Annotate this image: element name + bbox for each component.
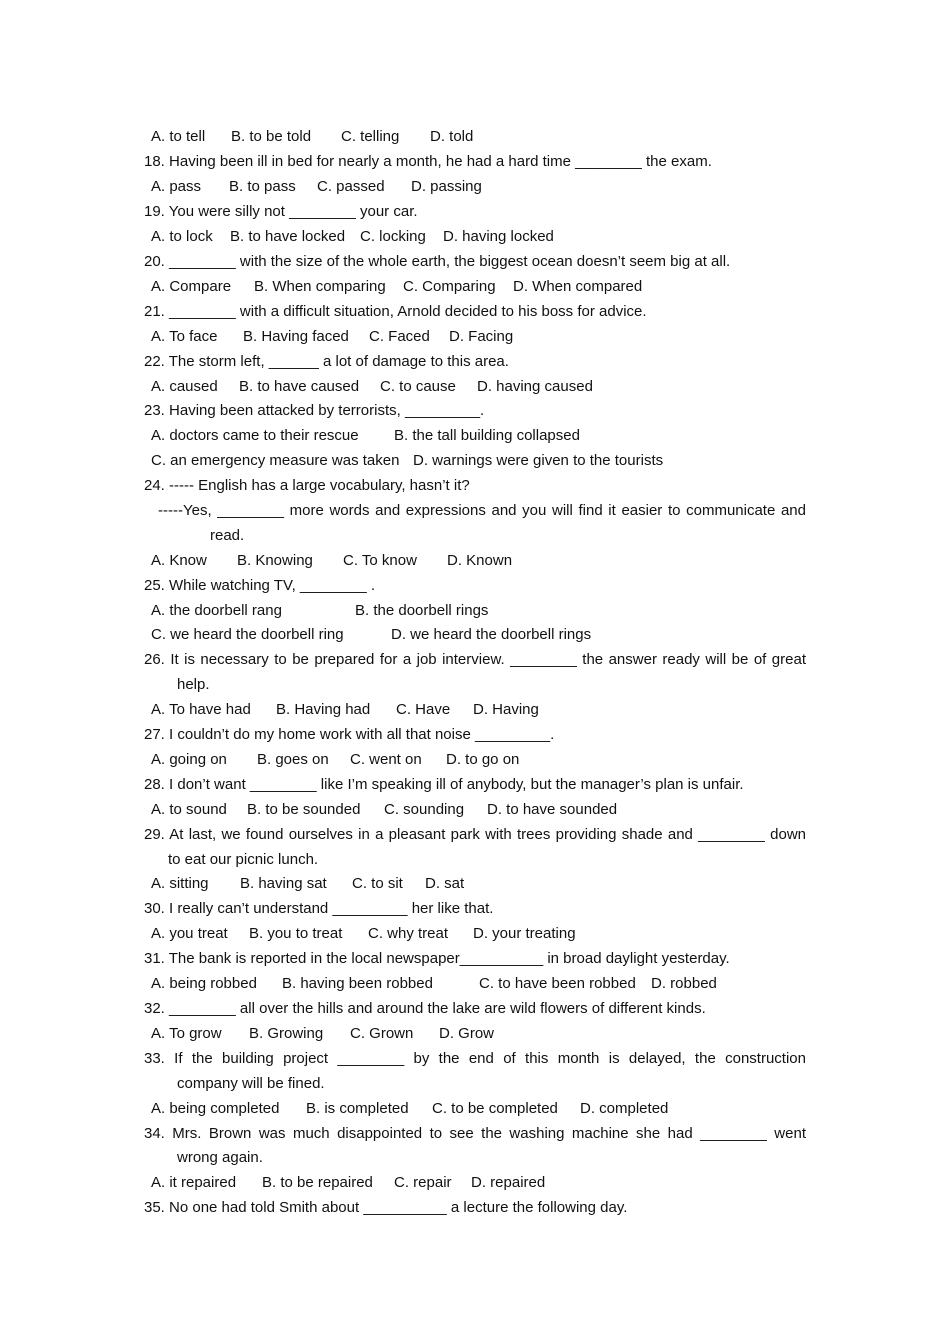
question-33: 33. If the building project ________ by the end of this month is delayed, the construction (144, 1050, 806, 1067)
option-d: D. When compared (513, 278, 643, 295)
question-34-continuation: wrong again. (177, 1149, 263, 1166)
options-21 (151, 324, 806, 349)
options-31 (151, 971, 806, 996)
question-32: 32. ________ all over the hills and around the lake are wild flowers of different kinds. (144, 1000, 706, 1017)
option-b: B. you to treat (249, 925, 343, 942)
option-b: B. the doorbell rings (355, 602, 489, 619)
option-a: A. you treat (151, 925, 228, 942)
options-33 (151, 1096, 806, 1121)
options-17 (151, 124, 806, 149)
question-26-continuation: help. (177, 676, 210, 693)
option-a: A. To grow (151, 1025, 222, 1042)
question-24-continuation: read. (210, 527, 245, 544)
options-20 (151, 274, 806, 299)
option-d: D. your treating (473, 925, 576, 942)
question-29: 29. At last, we found ourselves in a pleasant park with trees providing shade and ________ down (144, 826, 806, 843)
option-a: A. To have had (151, 701, 251, 718)
option-c: C. Faced (369, 328, 430, 345)
option-c: C. went on (350, 751, 422, 768)
option-d: D. robbed (651, 975, 717, 992)
option-c: C. locking (360, 228, 426, 245)
option-d: D. warnings were given to the tourists (413, 452, 664, 469)
option-c: C. why treat (368, 925, 449, 942)
option-b: B. When comparing (254, 278, 386, 295)
question-26: 26. It is necessary to be prepared for a job interview. ________ the answer ready will be of great (144, 651, 806, 668)
option-b: B. to be told (231, 128, 312, 145)
option-b: B. to have caused (239, 378, 360, 395)
option-b: B. Having had (276, 701, 371, 718)
option-a: A. pass (151, 178, 202, 195)
option-a: A. Compare (151, 278, 232, 295)
option-b: B. to pass (229, 178, 296, 195)
option-a: A. Know (151, 552, 207, 569)
option-b: B. to be repaired (262, 1174, 373, 1191)
option-d: D. having locked (443, 228, 554, 245)
option-d: D. Having (473, 701, 539, 718)
options-28 (151, 797, 806, 822)
question-22: 22. The storm left, ______ a lot of damage to this area. (144, 353, 509, 370)
option-b: B. having been robbed (282, 975, 433, 992)
question-24-reply: -----Yes, ________ more words and expressions and you will find it easier to communicate and (158, 502, 806, 519)
option-b: B. the tall building collapsed (394, 427, 580, 444)
options-22 (151, 374, 806, 399)
question-24: 24. ----- English has a large vocabulary, hasn’t it? (144, 477, 470, 494)
option-c: C. Grown (350, 1025, 414, 1042)
option-a: A. going on (151, 751, 227, 768)
options-23-ab (151, 423, 806, 448)
question-30: 30. I really can’t understand _________ her like that. (144, 900, 494, 917)
option-d: D. repaired (471, 1174, 546, 1191)
option-c: C. telling (341, 128, 400, 145)
question-18: 18. Having been ill in bed for nearly a month, he had a hard time ________ the exam. (144, 153, 712, 170)
option-b: B. is completed (306, 1100, 409, 1117)
option-a: A. being completed (151, 1100, 280, 1117)
option-c: C. Have (396, 701, 451, 718)
option-a: A. it repaired (151, 1174, 237, 1191)
question-35: 35. No one had told Smith about __________ a lecture the following day. (144, 1199, 628, 1216)
option-c: C. to sit (352, 875, 403, 892)
option-d: D. to have sounded (487, 801, 618, 818)
options-34 (151, 1170, 806, 1195)
option-b: B. to have locked (230, 228, 346, 245)
option-a: A. doctors came to their rescue (151, 427, 359, 444)
question-27: 27. I couldn’t do my home work with all that noise _________. (144, 726, 555, 743)
option-b: B. Knowing (237, 552, 313, 569)
options-27 (151, 747, 806, 772)
options-23-cd (151, 448, 806, 473)
option-a: A. to sound (151, 801, 227, 818)
question-29-continuation: to eat our picnic lunch. (168, 851, 319, 868)
question-34: 34. Mrs. Brown was much disappointed to see the washing machine she had ________ went (144, 1125, 806, 1142)
option-d: D. to go on (446, 751, 520, 768)
option-a: A. To face (151, 328, 218, 345)
option-d: D. told (430, 128, 474, 145)
option-a: A. being robbed (151, 975, 257, 992)
options-25-cd (151, 622, 806, 647)
question-33-continuation: company will be fined. (177, 1075, 325, 1092)
question-21: 21. ________ with a difficult situation, Arnold decided to his boss for advice. (144, 303, 647, 320)
question-25: 25. While watching TV, ________ . (144, 577, 375, 594)
option-c: C. to cause (380, 378, 456, 395)
option-d: D. we heard the doorbell rings (391, 626, 592, 643)
option-a: A. to lock (151, 228, 213, 245)
options-32 (151, 1021, 806, 1046)
option-b: B. goes on (257, 751, 329, 768)
option-a: A. to tell (151, 128, 206, 145)
option-c: C. we heard the doorbell ring (151, 626, 344, 643)
question-28: 28. I don’t want ________ like I’m speaking ill of anybody, but the manager’s plan is unfair. (144, 776, 744, 793)
options-30 (151, 921, 806, 946)
option-c: C. Comparing (403, 278, 496, 295)
option-d: D. completed (580, 1100, 669, 1117)
options-19 (151, 224, 806, 249)
options-18 (151, 174, 806, 199)
question-20: 20. ________ with the size of the whole earth, the biggest ocean doesn’t seem big at all. (144, 253, 731, 270)
option-d: D. passing (411, 178, 482, 195)
option-c: C. to have been robbed (479, 975, 636, 992)
option-a: A. sitting (151, 875, 209, 892)
options-25-ab (151, 598, 806, 623)
option-c: C. passed (317, 178, 385, 195)
option-b: B. Growing (249, 1025, 324, 1042)
option-c: C. repair (394, 1174, 452, 1191)
question-23: 23. Having been attacked by terrorists, _________. (144, 402, 485, 419)
option-c: C. to be completed (432, 1100, 558, 1117)
option-c: C. sounding (384, 801, 465, 818)
option-b: B. having sat (240, 875, 327, 892)
option-c: C. an emergency measure was taken (151, 452, 400, 469)
option-d: D. sat (425, 875, 465, 892)
option-d: D. Grow (439, 1025, 495, 1042)
question-31: 31. The bank is reported in the local newspaper__________ in broad daylight yesterday. (144, 950, 730, 967)
option-b: B. to be sounded (247, 801, 361, 818)
option-d: D. Known (447, 552, 513, 569)
option-a: A. caused (151, 378, 218, 395)
option-c: C. To know (343, 552, 417, 569)
option-d: D. having caused (477, 378, 593, 395)
options-29 (151, 871, 806, 896)
option-b: B. Having faced (243, 328, 349, 345)
option-a: A. the doorbell rang (151, 602, 282, 619)
options-26 (151, 697, 806, 722)
question-19: 19. You were silly not ________ your car. (144, 203, 418, 220)
options-24 (151, 548, 806, 573)
option-d: D. Facing (449, 328, 514, 345)
